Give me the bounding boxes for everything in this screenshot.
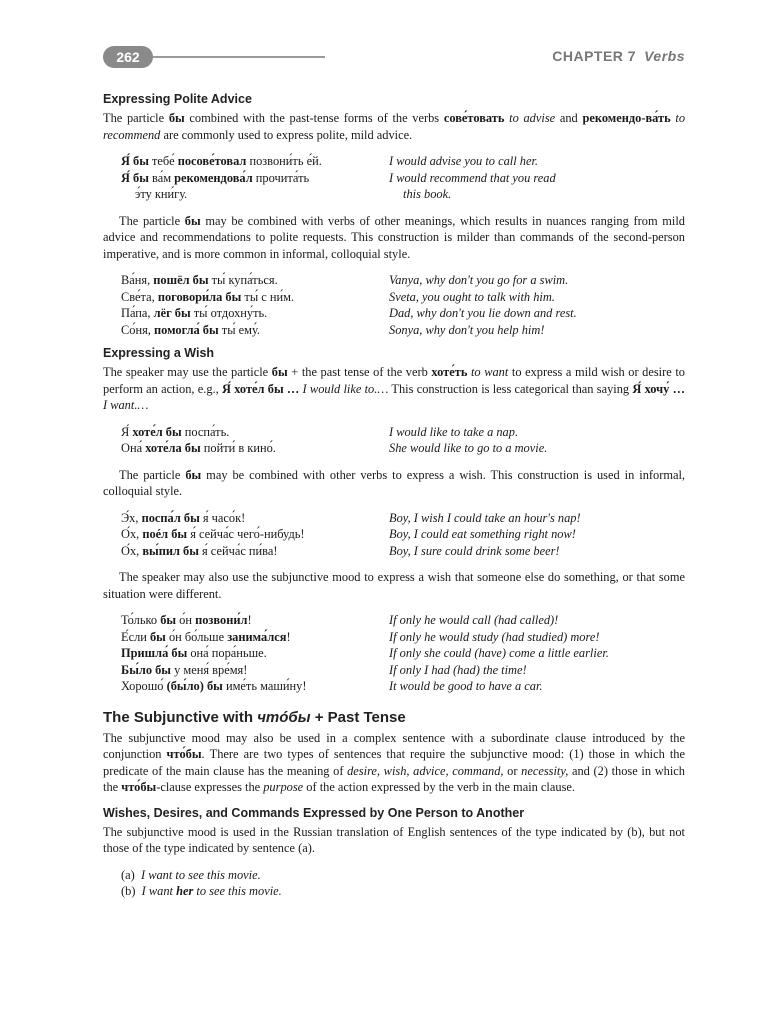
russian-term: бы — [149, 629, 166, 644]
russian-term: помогла́ бы — [154, 322, 219, 337]
example-en: Boy, I sure could drink some beer! — [389, 543, 560, 558]
text-run: Она́ — [121, 441, 146, 455]
russian-term: поговори́ла бы — [157, 289, 242, 304]
text-run: име́ть маши́ну! — [222, 679, 307, 693]
example-ru — [121, 153, 389, 170]
spacer — [103, 262, 685, 272]
example-ru — [121, 612, 389, 629]
example-en: Boy, I wish I could take an hour's nap! — [389, 510, 581, 525]
russian-term: занима́лся — [227, 629, 287, 644]
example-block — [103, 612, 685, 695]
text-run: The speaker may use the particle — [103, 365, 272, 379]
russian-term: сове́товать — [443, 111, 505, 125]
text-run: or — [503, 763, 522, 778]
russian-term: Я́ хочу́ … — [632, 381, 685, 396]
gloss: to recommend — [103, 111, 686, 142]
text-run: This construction is less categorical than saying — [388, 381, 633, 396]
russian-term: бы — [271, 365, 288, 379]
page-header — [103, 46, 685, 70]
russian-term: рекомендо-ва́ть — [582, 111, 671, 125]
text-run: Э́х, — [121, 510, 142, 525]
spacer — [103, 457, 685, 467]
example-ru — [121, 543, 389, 560]
text-run: and (2) those in which the — [103, 763, 685, 794]
text-run: ва́м — [148, 170, 175, 185]
emphasis: her — [176, 884, 194, 898]
russian-term: бы — [184, 213, 201, 228]
spacer — [103, 602, 685, 612]
example-en: Boy, I could eat something right now! — [389, 527, 576, 541]
main-content — [103, 92, 685, 900]
text-run: Ва́ня, — [121, 273, 154, 287]
text-run: я́ сейча́с чего́-нибудь! — [187, 527, 305, 541]
spacer — [103, 559, 685, 569]
text-run: пойти́ в кино́. — [200, 441, 276, 455]
example-ru — [121, 170, 389, 187]
emphasis: desire, wish, advice, command, — [347, 763, 504, 778]
example-en: If only she could (have) come a little earlier. — [389, 646, 609, 660]
text-run: О́х, — [121, 543, 143, 558]
text-run: ! — [286, 629, 291, 644]
example-block — [103, 510, 685, 560]
example-en: She would like to go to a movie. — [389, 441, 548, 455]
example-en: It would be good to have a car. — [389, 679, 543, 693]
russian-term: поспа́л бы — [141, 510, 200, 525]
example-en: If only he would study (had studied) more! — [389, 629, 600, 644]
russian-term: поéл бы — [142, 527, 188, 541]
example-ru — [121, 662, 389, 679]
paragraph — [103, 213, 685, 263]
gloss: I would like to.… — [302, 381, 389, 396]
item-label: (b) — [121, 884, 136, 898]
text-run: may be combined with other verbs to express a wish. This construction is used in informal, colloquial style. — [103, 467, 686, 498]
text-run: прочита́ть — [252, 170, 310, 185]
text-run: у меня́ вре́мя! — [170, 662, 248, 677]
example-en: I would like to take a nap. — [389, 424, 519, 439]
russian-term: лёг бы — [153, 306, 191, 320]
text-run: -clause expresses the — [156, 780, 264, 794]
example-en: If only I had (had) the time! — [389, 662, 527, 677]
emphasis: necessity, — [521, 763, 569, 778]
example-block — [103, 272, 685, 338]
russian-term: вы́пил бы — [142, 543, 199, 558]
russian-term: что́бы — [121, 780, 157, 794]
text-run: ты́ отдохну́ть. — [190, 306, 268, 320]
text-run: поспа́ть. — [181, 424, 230, 439]
example-en: Sonya, why don't you help him! — [389, 322, 545, 337]
russian-term: чтóбы — [257, 708, 311, 726]
paragraph — [103, 467, 685, 500]
russian-term: хоте́ть — [431, 365, 468, 379]
text-run: я́ сейча́с пи́ва! — [198, 543, 278, 558]
russian-term: Я́ хоте́л бы … — [222, 381, 300, 396]
example-en: If only he would call (had called)! — [389, 613, 559, 627]
text-run: The Subjunctive with — [103, 708, 258, 726]
example-en-continued: this book. — [403, 187, 452, 201]
list-item — [121, 883, 685, 900]
text-run: The subjunctive mood may also be used in a complex sentence with a subordinate clause introduced by the conjunction — [103, 730, 685, 761]
example-en: I would advise you to call her. — [389, 154, 539, 168]
header-rule — [153, 56, 325, 58]
example-ru — [121, 440, 389, 457]
russian-term: хоте́ла бы — [145, 441, 201, 455]
heading-wishes-desires: Wishes, Desires, and Commands Expressed by One Person to Another — [103, 805, 525, 820]
text-run: ты́ ему́. — [218, 322, 261, 337]
gloss: I want.… — [103, 398, 149, 412]
example-ru — [121, 645, 389, 662]
russian-term: Пришла́ бы — [121, 646, 188, 660]
russian-term: бы — [168, 111, 185, 125]
russian-term: посове́товал — [177, 154, 247, 168]
example-ru — [121, 272, 389, 289]
example-block — [103, 153, 685, 203]
spacer — [103, 143, 685, 153]
text-run: + the past tense of the verb — [287, 365, 432, 379]
russian-term: что́бы — [166, 747, 202, 761]
example-ru — [121, 424, 389, 441]
text-run: я́ часо́к! — [199, 510, 246, 525]
example-en: Dad, why don't you lie down and rest. — [389, 306, 577, 320]
heading-polite-advice: Expressing Polite Advice — [103, 92, 252, 106]
text-run: Е́сли — [121, 629, 150, 644]
spacer — [103, 338, 685, 346]
text-run: The particle — [103, 111, 169, 125]
text-run: The particle — [119, 467, 186, 482]
text-run: ! — [247, 613, 252, 627]
text-run: Све́та, — [121, 289, 158, 304]
text-run: ты́ с ни́м. — [241, 289, 295, 304]
russian-term: хоте́л бы — [132, 424, 182, 439]
spacer — [103, 796, 685, 806]
russian-term: (бы́ло) бы — [166, 679, 223, 693]
example-ru — [121, 678, 389, 695]
example-ru — [121, 322, 389, 339]
text-run: О́х, — [121, 527, 143, 541]
example-list — [103, 867, 685, 900]
text-run: о́н — [176, 613, 196, 627]
paragraph — [103, 364, 685, 414]
russian-term: Я́ бы — [121, 170, 149, 185]
text-run: to express a mild wish or desire to perform an action, e.g., — [103, 365, 685, 396]
text-run: The particle — [119, 213, 185, 228]
page-number-badge: 262 — [103, 46, 153, 68]
text-run: . There are two types of sentences that require the subjunctive mood: (1) those in which the predicate of the main clause has the meaning of — [103, 747, 685, 778]
paragraph — [103, 110, 685, 143]
list-item — [121, 867, 685, 884]
item-label: (a) — [121, 867, 135, 882]
text-run: ты́ купа́ться. — [208, 273, 278, 287]
russian-term: Бы́ло бы — [121, 662, 171, 677]
example-ru — [121, 629, 389, 646]
chapter-label: CHAPTER 7 — [552, 48, 637, 64]
example-ru — [121, 305, 389, 322]
gloss: to advise — [509, 111, 556, 125]
text-run: combined with the past-tense forms of the verbs — [184, 111, 444, 125]
spacer — [103, 500, 685, 510]
text-run: Я́ — [121, 424, 133, 439]
example-en: I want — [141, 884, 177, 898]
russian-term: бы — [185, 467, 202, 482]
heading-subjunctive — [103, 709, 685, 726]
section-label: Verbs — [644, 48, 685, 64]
text-run: and — [555, 111, 583, 125]
example-block — [103, 424, 685, 457]
text-run: Со́ня, — [121, 322, 154, 337]
russian-term: Я́ бы — [121, 154, 149, 168]
example-ru — [121, 526, 389, 543]
text-run: о́н бо́льше — [165, 629, 228, 644]
example-ru — [121, 289, 389, 306]
chapter-title — [552, 48, 685, 64]
russian-term: позвони́л — [195, 613, 248, 627]
example-en: Sveta, you ought to talk with him. — [389, 289, 555, 304]
emphasis: purpose — [263, 780, 304, 794]
text-run: + Past Tense — [310, 708, 406, 726]
text-run: are commonly used to express polite, mild advice. — [160, 127, 413, 142]
text-run: позвони́ть е́й. — [246, 154, 322, 168]
text-run: тебе́ — [148, 154, 178, 168]
russian-term: рекомендова́л — [174, 170, 253, 185]
russian-term: пошёл бы — [153, 273, 209, 287]
heading-expressing-wish: Expressing a Wish — [103, 346, 215, 360]
text-run: То́лько — [121, 613, 161, 627]
example-en: I would recommend that you read — [389, 170, 556, 185]
paragraph: The subjunctive mood is used in the Russian translation of English sentences of the type indicated by (b), but not those of the type indicated by sentence (a). — [103, 824, 685, 855]
example-en: Vanya, why don't you go for a swim. — [389, 273, 569, 287]
example-en: I want to see this movie. — [140, 867, 261, 882]
text-run: она́ пора́ньше. — [187, 646, 267, 660]
spacer — [103, 695, 685, 709]
paragraph: The speaker may also use the subjunctive mood to express a wish that someone else do something, or that some situation were different. — [103, 570, 685, 601]
text-run: of the action expressed by the verb in the main clause. — [303, 780, 575, 794]
russian-term: бы — [160, 613, 177, 627]
spacer — [103, 203, 685, 213]
text-run: Хорошо́ — [121, 679, 167, 693]
example-ru-continued: э́ту кни́гу. — [135, 187, 188, 201]
text-run: Па́па, — [121, 306, 154, 320]
paragraph — [103, 730, 685, 796]
gloss: to want — [470, 365, 509, 379]
spacer — [103, 857, 685, 867]
text-run: may be combined with verbs of other meanings, which results in nuances ranging from mild advice and recommendations to polite requests. This construction is milder than commands of the second-person imperative, and is more common in informal, colloquial style. — [103, 213, 685, 261]
spacer — [103, 414, 685, 424]
example-ru — [121, 510, 389, 527]
example-en: to see this movie. — [193, 884, 282, 898]
